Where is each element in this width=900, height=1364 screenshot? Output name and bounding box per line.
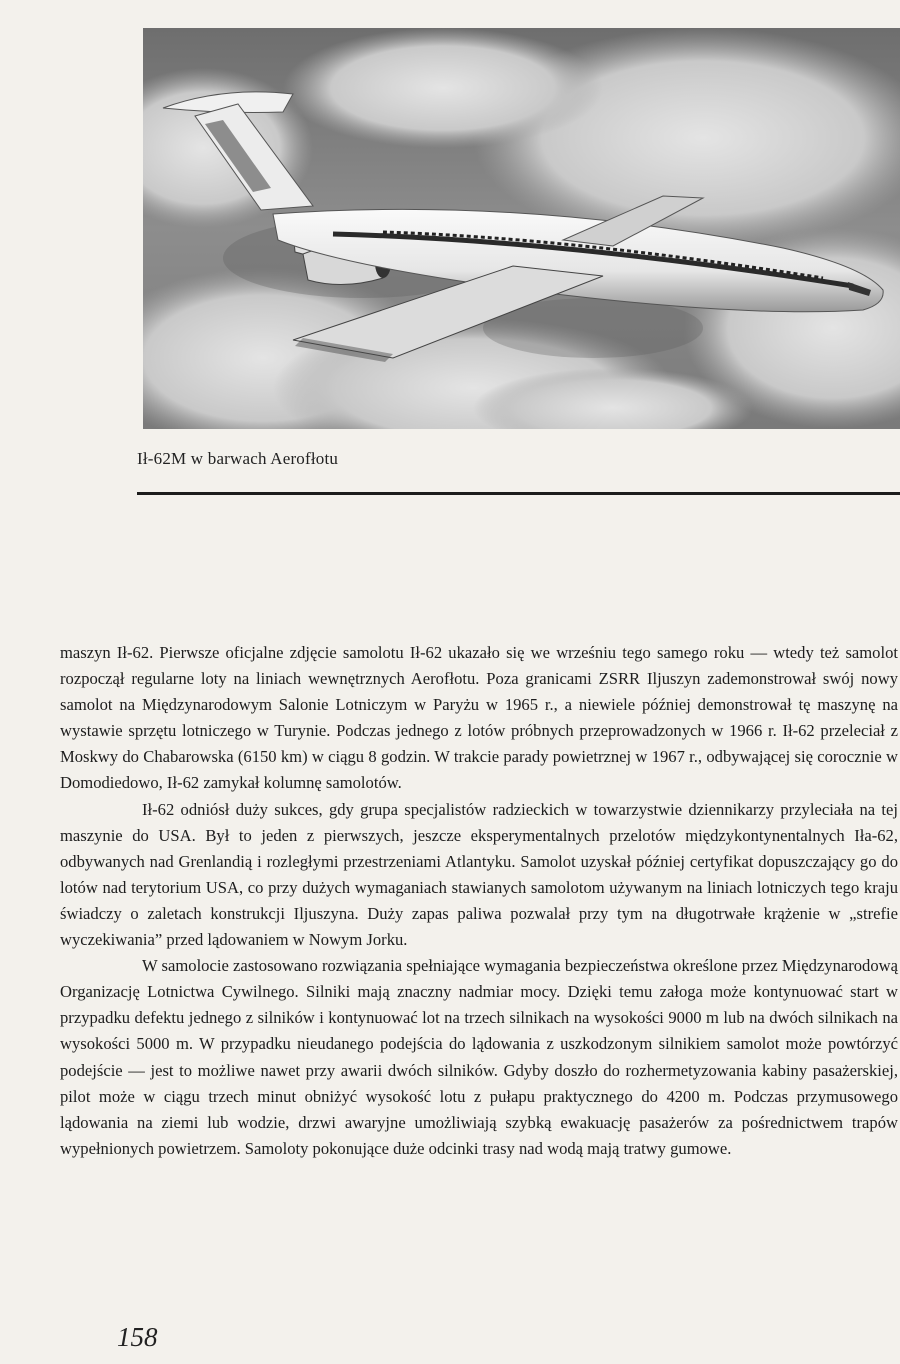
paragraph-1: maszyn Ił-62. Pierwsze oficjalne zdjęcie samolotu Ił-62 ukazało się we wrześniu tego samego roku — wtedy też samolot rozpoczął regularne loty na liniach wewnętrznych Aerofłotu. Poza granicami ZSRR Iljuszyn zademonstrował swój nowy samolot na Międzynarodowym Salonie Lotniczym w Paryżu w 1965 r., a niewiele później demonstrował tę maszynę na wystawie sprzętu lotniczego w Turynie. Podczas jednego z lotów próbnych przeprowadzonych w 1966 r. Ił-62 przeleciał z Moskwy do Chabarowska (6150 km) w ciągu 8 godzin. W trakcie parady powietrznej w 1967 r., odbywającej się corocznie w Domodiedowo, Ił-62 zamykał kolumnę samolotów. [60,643,898,793]
aircraft-photo [143,28,900,429]
paragraph-2: Ił-62 odniósł duży sukces, gdy grupa specjalistów radzieckich w towarzystwie dziennikarzy przyleciała na tej maszynie do USA. Był to jeden z pierwszych, jeszcze eksperymentalnych przelotów międzykontynentalnych Iła-62, odbywanych nad Grenlandią i rozległymi przestrzeniami Atlantyku. Samolot uzyskał później certyfikat dopuszczający go do lotów nad terytorium USA, co przy dużych wymaganiach stawianych samolotom używanym na liniach lotniczych tego kraju świadczy o zaletach konstrukcji Iljuszyna. Duży zapas paliwa pozwalał przy tym na długotrwałe krążenie w „strefie wyczekiwania” przed lądowaniem w Nowym Jorku. [60,799,898,950]
caption-divider [137,492,900,495]
paragraph-3: W samolocie zastosowano rozwiązania spełniające wymagania bezpieczeństwa określone przez Międzynarodową Organizację Lotnictwa Cywilnego. Silniki mają znaczny nadmiar mocy. Dzięki temu załoga może kontynuować start w przypadku defektu jednego z silników i kontynuować lot na trzech silnikach na wysokości 9000 m lub na dwóch silnikach na wysokości 5000 m. W przypadku nieudanego podejścia do lądowania z uszkodzonym silnikiem samolot może powtórzyć podejście — jest to możliwe nawet przy awarii dwóch silników. Gdyby doszło do rozhermetyzowania kabiny pasażerskiej, pilot może w ciągu trzech minut obniżyć wysokość lotu z pułapu praktycznego do 4200 m. Podczas przymusowego lądowania na ziemi lub wodzie, drzwi awaryjne umożliwiają szybką ewakuację pasażerów za pośrednictwem trapów wypełnionych powietrzem. Samoloty pokonujące duże odcinki trasy nad wodą mają tratwy gumowe. [60,956,898,1158]
page-number: 158 [117,1322,158,1352]
body-text [60,640,898,1162]
il-62m-aircraft-illustration [143,28,900,429]
figure-caption: Ił-62M w barwach Aerofłotu [137,449,339,468]
